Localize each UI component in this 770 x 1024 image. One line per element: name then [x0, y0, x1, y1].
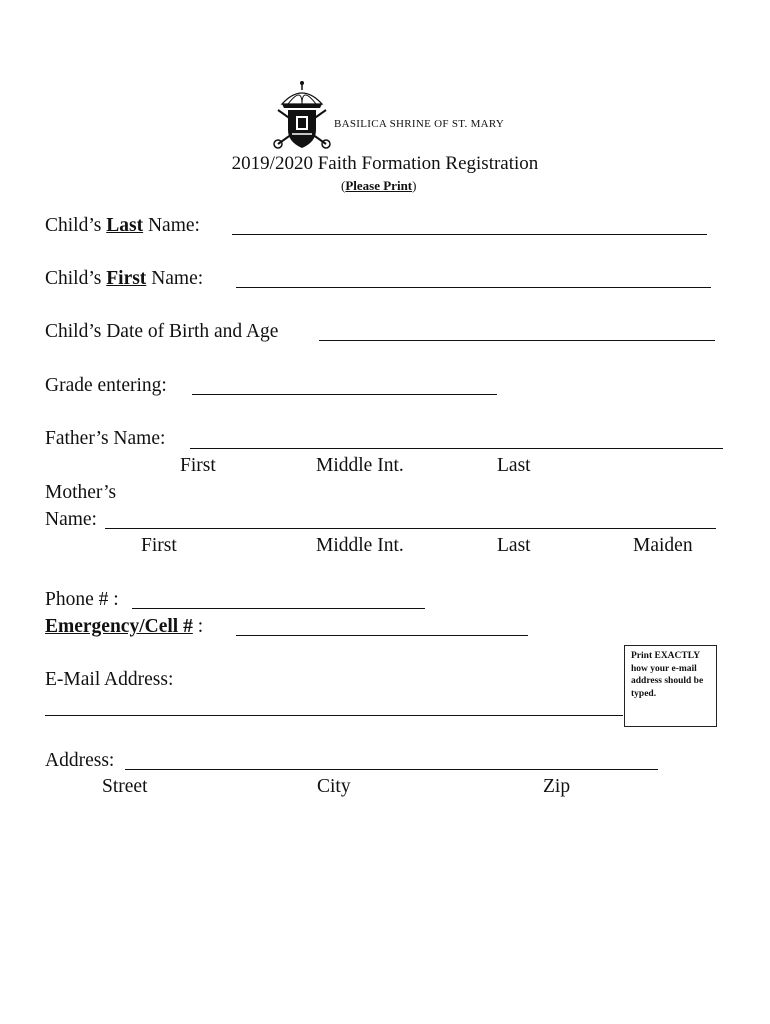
mother-sub-first: First [141, 535, 177, 556]
email-note-box [624, 645, 717, 727]
grade-field[interactable] [192, 394, 497, 395]
address-label: Address: [45, 750, 115, 771]
father-sub-last: Last [497, 455, 531, 476]
emergency-label: Emergency/Cell # : [45, 616, 204, 637]
logo-text: BASILICA SHRINE OF ST. MARY [334, 118, 505, 130]
form-title: 2019/2020 Faith Formation Registration [231, 153, 539, 174]
dob-field[interactable] [319, 340, 715, 341]
father-name-label: Father’s Name: [45, 428, 166, 449]
father-sub-middle: Middle Int. [316, 455, 404, 476]
child-last-name-label: Child’s Last Name: [45, 215, 200, 236]
dob-label: Child’s Date of Birth and Age [45, 321, 279, 342]
address-sub-city: City [317, 776, 351, 797]
form-subtitle: (Please Print) [341, 178, 417, 193]
mother-name-label-1: Mother’s [45, 482, 117, 503]
child-first-name-label: Child’s First Name: [45, 268, 204, 289]
address-sub-zip: Zip [543, 776, 571, 797]
child-first-name-field[interactable] [236, 287, 711, 288]
mother-sub-maiden: Maiden [633, 535, 693, 556]
basilica-crest-icon [272, 80, 332, 152]
emergency-field[interactable] [236, 635, 528, 636]
grade-label: Grade entering: [45, 375, 167, 396]
father-sub-first: First [180, 455, 216, 476]
email-note-text: Print EXACTLY how your e-mail address should be typed. [631, 651, 704, 699]
phone-label: Phone # : [45, 589, 119, 610]
address-sub-street: Street [102, 776, 148, 797]
child-last-name-field[interactable] [232, 234, 707, 235]
email-label: E-Mail Address: [45, 669, 174, 690]
mother-sub-last: Last [497, 535, 531, 556]
please-print-text: Please Print [345, 178, 413, 193]
mother-sub-middle: Middle Int. [316, 535, 404, 556]
email-field[interactable] [45, 715, 623, 716]
basilica-logo [272, 80, 332, 152]
mother-name-field[interactable] [105, 528, 716, 529]
address-field[interactable] [125, 769, 658, 770]
phone-field[interactable] [132, 608, 425, 609]
father-name-field[interactable] [190, 448, 723, 449]
mother-name-label-2: Name: [45, 509, 97, 530]
